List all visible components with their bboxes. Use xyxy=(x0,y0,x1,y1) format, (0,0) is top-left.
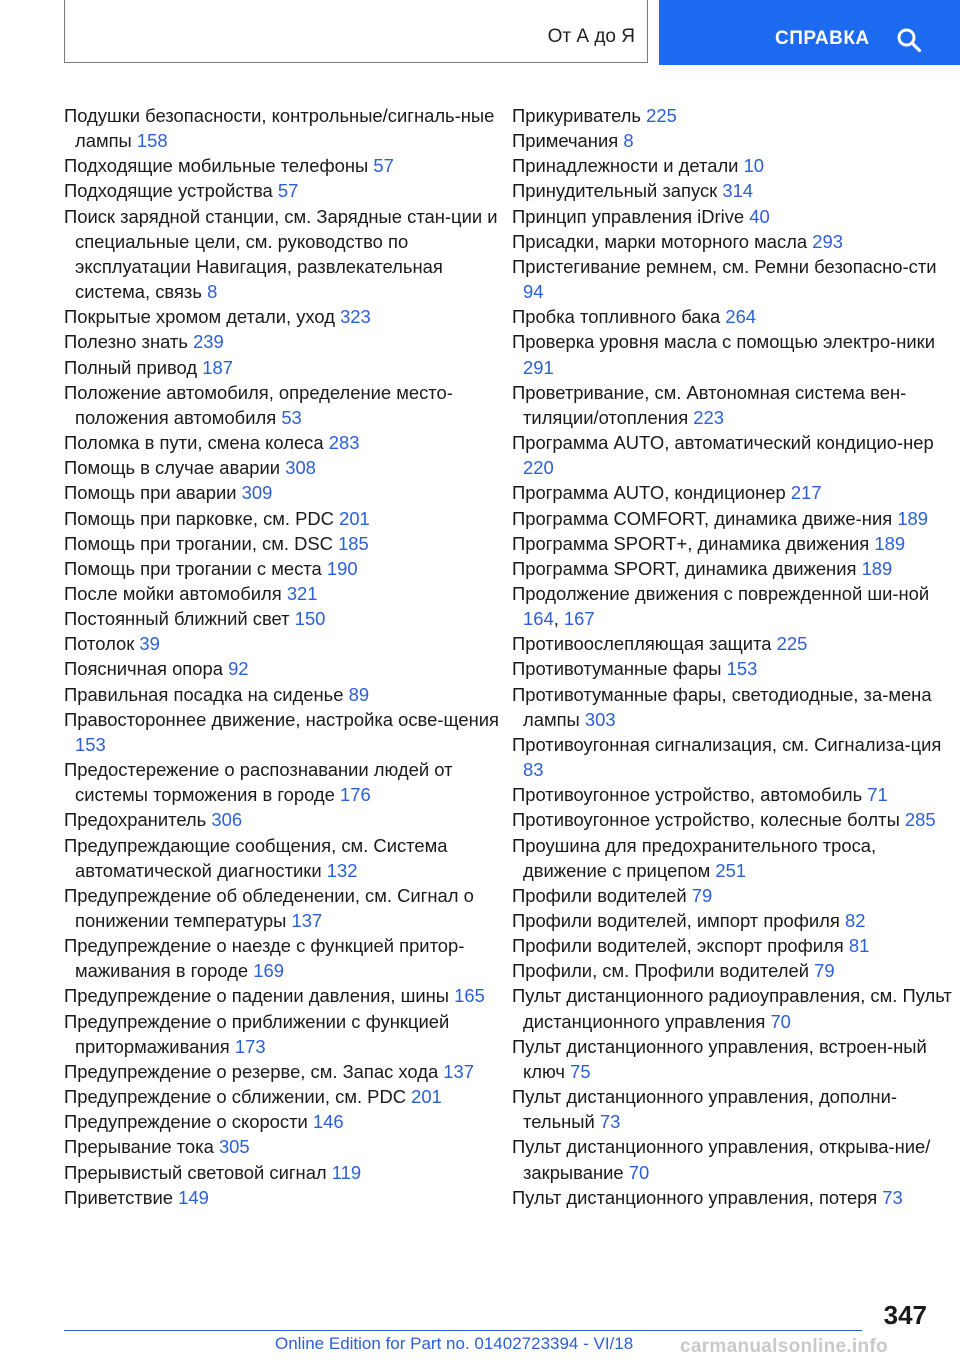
page-link[interactable]: 153 xyxy=(726,658,758,680)
page-link[interactable]: 73 xyxy=(599,1111,621,1133)
index-entry xyxy=(64,656,505,681)
page-link[interactable]: 264 xyxy=(725,306,757,328)
page-link[interactable]: 314 xyxy=(722,180,754,202)
index-entry-text: Проверка уровня масла с помощью электро-ники xyxy=(512,331,935,353)
index-entry-text: Противоугонная сигнализация, см. Сигнализа-ция xyxy=(512,733,942,755)
page-link[interactable]: 305 xyxy=(218,1136,250,1158)
index-entry-text: Примечания xyxy=(512,130,619,152)
index-entry xyxy=(64,1134,505,1159)
page-link[interactable]: 173 xyxy=(234,1035,266,1057)
index-entry xyxy=(64,153,505,178)
index-entry xyxy=(64,355,505,380)
index-entry-text: Помощь в случае аварии xyxy=(64,457,281,479)
index-entry xyxy=(64,531,505,556)
page-link[interactable]: 323 xyxy=(340,306,371,328)
page-link[interactable]: 285 xyxy=(904,809,936,831)
page-link[interactable]: 225 xyxy=(776,633,808,655)
index-entry-text: Прикуриватель xyxy=(512,105,641,126)
page-link[interactable]: 137 xyxy=(443,1060,474,1082)
index-entry-text: Постоянный ближний свет xyxy=(64,608,290,630)
index-entry xyxy=(64,983,505,1008)
index-entry-text: Пульт дистанционного управления, дополни-тельный xyxy=(512,1086,897,1133)
page-link[interactable]: 190 xyxy=(326,557,358,579)
index-entry-text: Предупреждение об обледенении, см. Сигнал о понижении температуры xyxy=(64,884,474,931)
page-link[interactable]: 251 xyxy=(715,859,747,881)
page-link[interactable]: 73 xyxy=(882,1186,903,1208)
page-link[interactable]: 137 xyxy=(291,910,323,931)
index-entry-text: Проушина для предохранительного троса, движение с прицепом xyxy=(512,834,877,881)
index-entry xyxy=(512,506,953,531)
page-link[interactable]: 53 xyxy=(281,406,302,428)
page-link[interactable]: 8 xyxy=(623,130,634,152)
page-link[interactable]: 10 xyxy=(743,155,765,177)
index-entry xyxy=(512,908,953,933)
index-entry-text: После мойки автомобиля xyxy=(64,582,282,604)
index-entry xyxy=(64,380,505,430)
index-entry xyxy=(512,103,953,128)
page-link[interactable]: 308 xyxy=(285,457,316,479)
index-entry xyxy=(512,883,953,908)
index-entry-text: Профили, см. Профили водителей xyxy=(512,960,810,982)
index-entry-text: Противотуманные фары, светодиодные, за-мена лампы xyxy=(512,683,932,730)
page-link[interactable]: 220 xyxy=(523,457,554,479)
index-entry-text: Программа SPORT+, динамика движения xyxy=(512,532,870,554)
index-entry xyxy=(64,204,505,305)
index-entry-text: Принцип управления iDrive xyxy=(512,205,745,227)
index-entry-text: Пульт дистанционного управления, встроен-ный ключ xyxy=(512,1035,927,1082)
index-entry-text: Предупреждение о наезде с функцией притор-маживания в городе xyxy=(64,935,465,982)
page-link[interactable]: 303 xyxy=(584,708,616,730)
page-link[interactable]: 79 xyxy=(691,884,713,906)
index-entry-text: Проветривание, см. Автономная система вен-тиляции/отопления xyxy=(512,381,907,428)
index-entry-text: Пробка топливного бака xyxy=(512,306,721,328)
index-entry xyxy=(64,103,505,153)
index-entry-text: Предостережение о распознавании людей от системы торможения в городе xyxy=(64,759,453,806)
index-entry xyxy=(64,883,505,933)
index-entry-text: Программа COMFORT, динамика движе-ния xyxy=(512,507,893,529)
index-entry-text: Противоугонное устройство, колесные болты xyxy=(512,809,900,831)
index-entry-text: Помощь при трогании, см. DSC xyxy=(64,532,333,554)
page-link[interactable]: 146 xyxy=(312,1111,344,1133)
index-entry-text: Противоослепляющая защита xyxy=(512,633,772,655)
index-entry xyxy=(512,933,953,958)
page-link[interactable]: 306 xyxy=(211,809,243,831)
index-entry-text: Помощь при парковке, см. PDC xyxy=(64,507,334,529)
index-entry xyxy=(64,480,505,505)
index-entry xyxy=(512,631,953,656)
page-link[interactable]: 291 xyxy=(523,356,554,378)
index-entry-text: Предупреждение о резерве, см. Запас хода xyxy=(64,1060,439,1082)
page-link[interactable]: 321 xyxy=(286,582,318,604)
index-entry xyxy=(512,983,953,1033)
index-entry xyxy=(512,656,953,681)
index-entry xyxy=(512,380,953,430)
index-entry-text: Предохранитель xyxy=(64,809,207,831)
page-link[interactable]: 176 xyxy=(340,784,371,806)
index-entry-text: Покрытые хромом детали, уход xyxy=(64,306,335,328)
index-entry-text: Пристегивание ремнем, см. Ремни безопасно-сти xyxy=(512,255,937,277)
page-link[interactable]: 189 xyxy=(897,507,928,529)
index-entry-text: Правостороннее движение, настройка осве-щения xyxy=(64,708,500,730)
index-entry xyxy=(512,1185,953,1210)
index-entry xyxy=(512,178,953,203)
page-link[interactable]: 82 xyxy=(844,910,866,931)
index-entry xyxy=(512,128,953,153)
index-entry-text: Правильная посадка на сиденье xyxy=(64,683,344,705)
index-entry xyxy=(64,707,505,757)
index-entry xyxy=(512,153,953,178)
index-entry xyxy=(64,455,505,480)
index-entry xyxy=(512,304,953,329)
index-entry xyxy=(512,430,953,480)
index-entry-text: Поясничная опора xyxy=(64,658,223,680)
page-link[interactable]: 165 xyxy=(454,985,485,1007)
page-link[interactable]: 169 xyxy=(253,960,284,982)
index-entry-text: Подушки безопасности, контрольные/сигналь-ные лампы xyxy=(64,105,495,152)
page-link[interactable]: 92 xyxy=(228,658,249,680)
index-entry-text: Помощь при трогании с места xyxy=(64,557,322,579)
index-entry-text: Присадки, марки моторного масла xyxy=(512,230,808,252)
index-entry-text: Профили водителей, экспорт профиля xyxy=(512,935,844,957)
page-link[interactable]: 57 xyxy=(373,155,394,177)
index-entry xyxy=(512,732,953,782)
index-entry xyxy=(64,833,505,883)
index-entry-text: Полезно знать xyxy=(64,331,188,353)
index-entry xyxy=(64,807,505,832)
index-entry-text: Прерывистый световой сигнал xyxy=(64,1161,327,1183)
page-link[interactable]: 40 xyxy=(749,205,770,227)
index-entry xyxy=(512,556,953,581)
index-entry-text: Пульт дистанционного управления, открыва-ние/закрывание xyxy=(512,1136,931,1183)
index-column-left xyxy=(64,103,500,1210)
index-entry-text: Предупреждение о скорости xyxy=(64,1111,308,1133)
index-entry xyxy=(64,556,505,581)
index-entry-text: Продолжение движения с поврежденной ши-ной xyxy=(512,582,930,604)
index-entry xyxy=(512,782,953,807)
watermark: carmanualsonline.info xyxy=(680,1336,888,1357)
page-link[interactable]: 185 xyxy=(338,532,369,554)
page-link[interactable]: 57 xyxy=(277,180,299,202)
index-entry-text: Поломка в пути, смена колеса xyxy=(64,432,324,454)
index-entry xyxy=(64,631,505,656)
page-link[interactable]: 158 xyxy=(136,130,168,152)
index-entry-text: Предупреждение о падении давления, шины xyxy=(64,985,449,1007)
index-entry xyxy=(512,1134,953,1184)
page-link[interactable]: 187 xyxy=(202,356,233,378)
index-entry xyxy=(64,933,505,983)
page-link[interactable]: 94 xyxy=(523,281,544,303)
index-entry-text: Противотуманные фары xyxy=(512,658,722,680)
index-entry xyxy=(64,757,505,807)
page-link[interactable]: 8 xyxy=(207,281,218,303)
page-link[interactable]: 83 xyxy=(523,759,544,781)
page-link[interactable]: 75 xyxy=(570,1060,591,1082)
index-entry xyxy=(512,958,953,983)
page-link[interactable]: 149 xyxy=(178,1186,209,1208)
index-entry xyxy=(64,1059,505,1084)
index-entry-text: Полный привод xyxy=(64,356,198,378)
search-icon[interactable] xyxy=(896,27,922,53)
index-entry-text: Положение автомобиля, определение место-положения автомобиля xyxy=(64,381,453,428)
page-link[interactable]: 283 xyxy=(328,432,360,454)
index-entry-text: Программа AUTO, кондиционер xyxy=(512,482,786,504)
index-entry-text: Программа SPORT, динамика движения xyxy=(512,557,857,579)
index-entry xyxy=(64,506,505,531)
index-entry-text: Пульт дистанционного управления, потеря xyxy=(512,1186,878,1208)
index-entry-text: Противоугонное устройство, автомобиль xyxy=(512,784,863,806)
index-entry xyxy=(512,1084,953,1134)
index-entry xyxy=(64,581,505,606)
index-entry-text: Принудительный запуск xyxy=(512,180,718,202)
index-entry xyxy=(512,1034,953,1084)
page-link[interactable]: 217 xyxy=(790,482,822,504)
footer-divider xyxy=(64,1330,862,1331)
index-entry-text: Потолок xyxy=(64,633,135,655)
page-link[interactable]: 309 xyxy=(241,482,273,504)
page-link[interactable]: 239 xyxy=(193,331,224,353)
index-entry xyxy=(64,329,505,354)
index-entry xyxy=(512,329,953,379)
page-link[interactable]: 293 xyxy=(812,230,843,252)
index-entry-text: Профили водителей, импорт профиля xyxy=(512,910,840,931)
page-link[interactable]: 71 xyxy=(867,784,888,806)
section-tab-label: От А до Я xyxy=(547,26,635,47)
section-tab[interactable] xyxy=(64,0,648,63)
index-entry: Продолжение движения с поврежденной ши-ной 164, 167 xyxy=(512,582,930,630)
page-link[interactable]: 70 xyxy=(770,1010,791,1032)
page-link[interactable]: 164 xyxy=(523,608,554,630)
index-entry xyxy=(512,531,953,556)
index-entry xyxy=(512,480,953,505)
page-link[interactable]: 70 xyxy=(628,1161,650,1183)
index-entry xyxy=(512,229,953,254)
index-entry xyxy=(64,1084,505,1109)
index-entry-text: Прерывание тока xyxy=(64,1136,214,1158)
page-link[interactable]: 201 xyxy=(411,1086,442,1108)
page-link[interactable]: 79 xyxy=(814,960,835,982)
index-entry-text: Подходящие устройства xyxy=(64,180,273,202)
help-tab[interactable] xyxy=(659,0,960,65)
index-entry-text: Помощь при аварии xyxy=(64,482,237,504)
index-entry xyxy=(512,807,953,832)
index-entry-text: Пульт дистанционного радиоуправления, см. Пульт дистанционного управления xyxy=(512,985,952,1032)
index-entry xyxy=(64,178,505,203)
index-entry-text: Приветствие xyxy=(64,1186,174,1208)
page-link[interactable]: 189 xyxy=(861,557,893,579)
index-entry xyxy=(64,1160,505,1185)
index-entry-text: Предупреждающие сообщения, см. Система автоматической диагностики xyxy=(64,834,448,881)
page-link[interactable]: 39 xyxy=(139,633,160,655)
index-entry xyxy=(512,833,953,883)
help-label: СПРАВКА xyxy=(775,28,870,49)
index-entry xyxy=(64,1185,505,1210)
index-entry-text: Подходящие мобильные телефоны xyxy=(64,155,369,177)
index-entry-text: Профили водителей xyxy=(512,884,687,906)
index-entry xyxy=(64,1009,505,1059)
edition-note: Online Edition for Part no. 01402723394 - VI/18 xyxy=(275,1334,634,1353)
page-link[interactable]: 223 xyxy=(693,406,724,428)
page-link[interactable]: 132 xyxy=(326,859,358,881)
index-entry-text: Программа AUTO, автоматический кондицио-нер xyxy=(512,432,934,454)
index-entry xyxy=(64,430,505,455)
index-entry xyxy=(64,304,505,329)
index-entry-text: Принадлежности и детали xyxy=(512,155,739,177)
page-link[interactable]: 201 xyxy=(339,507,370,529)
page-link[interactable]: 119 xyxy=(331,1161,362,1183)
page-link[interactable]: 167 xyxy=(563,608,595,630)
page-link[interactable]: 81 xyxy=(848,935,870,957)
page-link[interactable]: 225 xyxy=(646,105,677,126)
page-link[interactable]: 189 xyxy=(874,532,906,554)
index-entry xyxy=(64,682,505,707)
index-entry xyxy=(64,1109,505,1134)
index-entry xyxy=(512,254,953,304)
index-column-right xyxy=(512,103,952,1210)
index-entry-text: Поиск зарядной станции, см. Зарядные стан-ции и специальные цели, см. руководство по эксплуатации Навигация, развлекательная система, связь xyxy=(64,205,498,303)
index-entry-text: Предупреждение о приближении с функцией притормаживания xyxy=(64,1010,450,1057)
page-number: 347 xyxy=(883,1300,927,1330)
page-link[interactable]: 150 xyxy=(294,608,326,630)
index-entry xyxy=(512,682,953,732)
index-entry-text: Предупреждение о сближении, см. PDC xyxy=(64,1086,407,1108)
index-entry xyxy=(512,204,953,229)
index-entry xyxy=(64,606,505,631)
page-link[interactable]: 153 xyxy=(75,733,106,755)
page-link[interactable]: 89 xyxy=(348,683,370,705)
